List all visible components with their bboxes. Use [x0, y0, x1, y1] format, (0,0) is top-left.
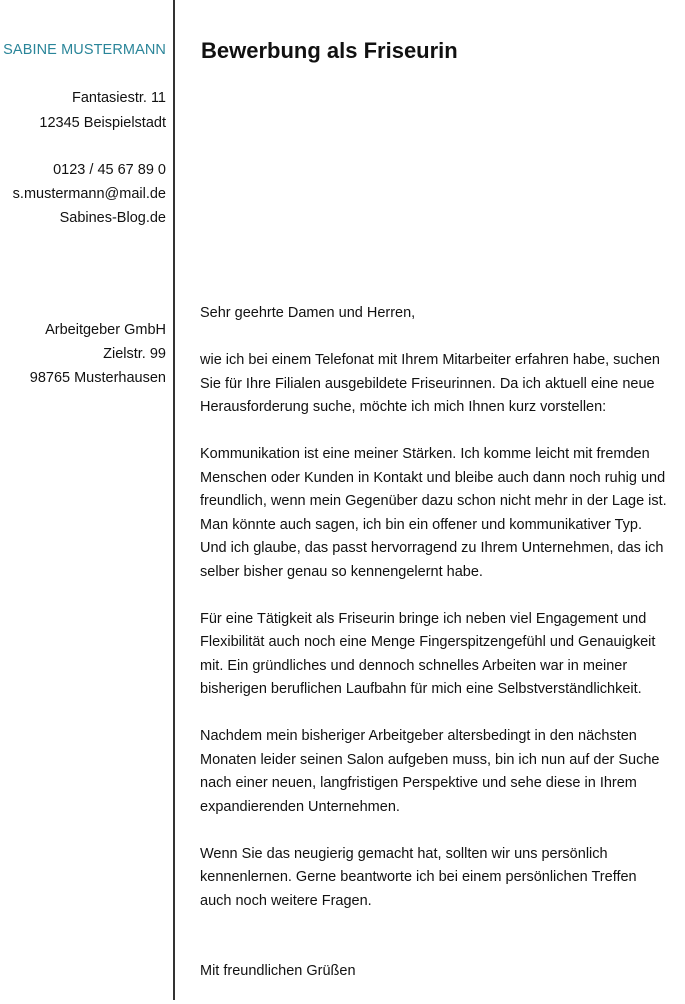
text-line: kennenlernen. Gerne beantworte ich bei einem persönlichen Treffen: [200, 869, 637, 885]
text-line: Menschen oder Kunden in Kontakt und bleibe auch dann noch ruhig und: [200, 469, 666, 486]
paragraph-motivation: [200, 725, 685, 819]
vertical-divider: [173, 0, 175, 1000]
text-line: Monaten leider seinen Salon aufgeben muss, bin ich nun auf der Suche: [200, 751, 660, 768]
text-line: bisherigen beruflichen Laufbahn für mich eine Selbstverständlichkeit.: [200, 681, 642, 697]
text-line: freundlich, wenn mein Gegenüber dazu schon nicht mehr in der Lage ist.: [200, 493, 667, 509]
text-line: Nachdem mein bisheriger Arbeitgeber altersbedingt in den nächsten: [200, 728, 637, 744]
text-line: mit. Ein gründliches und dennoch schnelles Arbeiten war in meiner: [200, 657, 628, 674]
paragraph-communication: [200, 443, 685, 584]
salutation: Sehr geehrte Damen und Herren,: [200, 305, 416, 321]
text-line: selber bisher genau so kennengelernt habe.: [200, 563, 483, 580]
text-line: nach einer neuen, langfristigen Perspektive und sehe diese in Ihrem: [200, 775, 637, 791]
text-line: expandierenden Unternehmen.: [200, 798, 400, 815]
text-line: Herausforderung suche, möchte ich mich Ihnen kurz vorstellen:: [200, 399, 607, 415]
letter-body: [200, 302, 685, 984]
sender-website: Sabines-Blog.de: [59, 210, 166, 226]
recipient-city: 98765 Musterhausen: [29, 370, 166, 386]
sender-phone: 0123 / 45 67 89 0: [53, 162, 166, 178]
text-line: Kommunikation ist eine meiner Stärken. Ich komme leicht mit fremden: [200, 446, 650, 462]
text-line: Man könnte auch sagen, ich bin ein offener und kommunikativer Typ.: [200, 516, 642, 533]
recipient-street: Zielstr. 99: [103, 346, 166, 362]
text-line: Sie für Ihre Filialen ausgebildete Friseurinnen. Da ich aktuell eine neue: [200, 375, 655, 392]
sender-email: s.mustermann@mail.de: [12, 186, 166, 202]
text-line: Und ich glaube, das passt hervorragend zu Ihrem Unternehmen, das ich: [200, 540, 664, 556]
text-line: auch noch weitere Fragen.: [200, 892, 372, 909]
text-line: wie ich bei einem Telefonat mit Ihrem Mitarbeiter erfahren habe, suchen: [200, 352, 660, 368]
spacer: [200, 937, 685, 961]
paragraph-invitation: [200, 843, 685, 914]
recipient-company: Arbeitgeber GmbH: [45, 322, 166, 338]
sender-street: Fantasiestr. 11: [71, 90, 166, 106]
letter-title: Bewerbung als Friseurin: [201, 38, 458, 63]
paragraph-skills: [200, 608, 685, 702]
text-line: Flexibilität auch noch eine Menge Fingerspitzengefühl und Genauigkeit: [200, 634, 656, 650]
closing: Mit freundlichen Grüßen: [200, 963, 356, 979]
sender-city: 12345 Beispielstadt: [39, 115, 166, 131]
paragraph-intro: [200, 349, 685, 420]
text-line: Für eine Tätigkeit als Friseurin bringe ich neben viel Engagement und: [200, 610, 647, 627]
sender-name: SABINE MUSTERMANN: [3, 42, 166, 58]
text-line: Wenn Sie das neugierig gemacht hat, sollten wir uns persönlich: [200, 845, 608, 862]
